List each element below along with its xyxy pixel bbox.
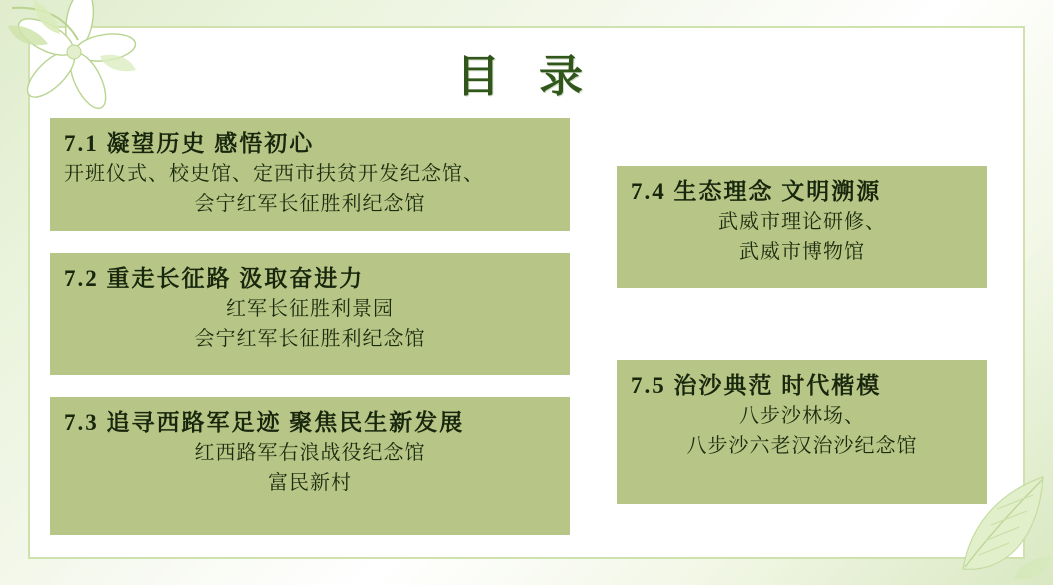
toc-item-7-1-heading: 7.1 凝望历史 感悟初心 (64, 131, 315, 156)
toc-item-7-2-heading: 7.2 重走长征路 汲取奋进力 (64, 266, 365, 291)
toc-item-7-4-sub-1: 武威市理论研修、 (718, 210, 886, 233)
toc-item-7-2-sub-2: 会宁红军长征胜利纪念馆 (194, 327, 426, 350)
toc-columns (50, 118, 1005, 543)
toc-item-7-1[interactable] (50, 118, 570, 231)
toc-item-7-4[interactable] (617, 166, 987, 288)
toc-item-7-2[interactable] (50, 253, 570, 375)
toc-item-7-5[interactable] (617, 360, 987, 504)
toc-column-right (617, 118, 987, 526)
toc-item-7-3-heading: 7.3 追寻西路军足迹 聚焦民生新发展 (64, 410, 465, 435)
toc-item-7-3-sub-1: 红西路军右浪战役纪念馆 (194, 441, 426, 464)
toc-item-7-4-heading: 7.4 生态理念 文明溯源 (631, 179, 882, 204)
toc-item-7-5-sub-1: 八步沙林场、 (739, 404, 865, 427)
toc-item-7-2-sub-1: 红军长征胜利景园 (226, 297, 394, 320)
toc-item-7-5-sub-2: 八步沙六老汉治沙纪念馆 (686, 434, 918, 457)
toc-column-left (50, 118, 570, 557)
toc-item-7-5-heading: 7.5 治沙典范 时代楷模 (631, 373, 882, 398)
toc-item-7-1-sub-2: 会宁红军长征胜利纪念馆 (194, 192, 426, 215)
page-title: 目 录 (456, 52, 597, 101)
toc-item-7-4-sub-2: 武威市博物馆 (739, 240, 865, 263)
toc-item-7-1-sub-1: 开班仪式、校史馆、定西市扶贫开发纪念馆、 (64, 162, 484, 185)
toc-item-7-3-sub-2: 富民新村 (268, 471, 352, 494)
toc-item-7-3[interactable] (50, 397, 570, 535)
